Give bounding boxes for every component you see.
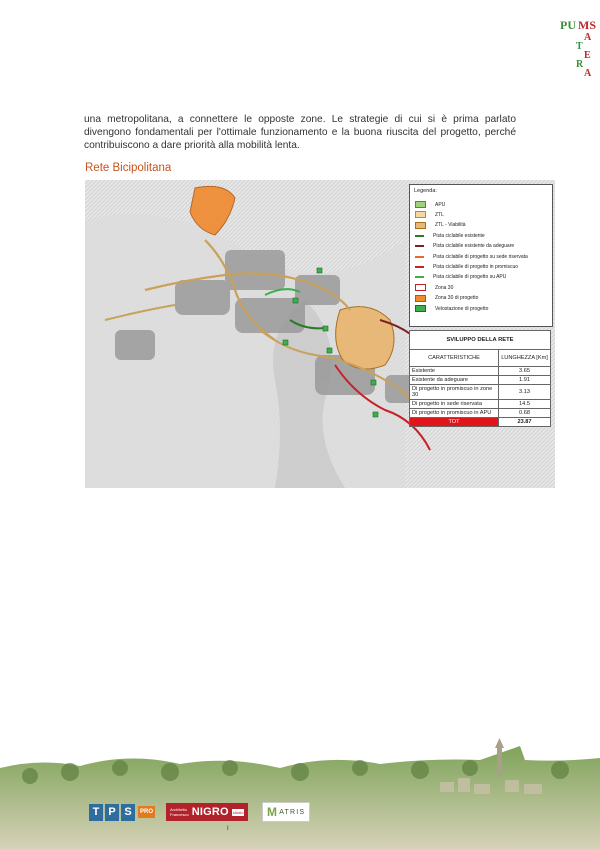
nigro-name: NIGRO [191,806,229,818]
table-title: SVILUPPO DELLA RETE [410,331,551,350]
legend-item [415,274,506,281]
table-total-row [410,418,551,427]
footer-landscape [0,738,600,849]
table-row [410,409,551,418]
legend-item [415,263,518,270]
table-body [410,367,551,418]
tps-pro-logo [89,802,155,822]
legend-area-swatch [415,201,426,208]
legend-item [415,211,444,218]
logo-pu-text: PU [560,18,576,32]
legend-icon-swatch [415,284,426,291]
logo-letter: A [584,32,592,43]
logo-letter: A [584,68,592,78]
map-legend [409,184,553,327]
table-row [410,367,551,376]
legend-label: Pista ciclabile di progetto su APU [433,274,507,281]
legend-area-swatch [415,211,426,218]
tps-letter: P [105,804,119,821]
row-value: 14.5 [499,400,551,409]
column-header-length: LUNGHEZZA [Km] [499,350,551,367]
legend-line-swatch [415,266,424,268]
row-value: 1.91 [499,376,551,385]
legend-label: Zona 30 [435,284,454,291]
row-label: Di progetto in promiscuo in zone 30 [410,385,499,400]
matris-m-icon: M [267,805,279,819]
legend-area-swatch [415,222,426,229]
legend-icon-swatch [415,305,426,312]
pums-logo-graphic [558,14,598,78]
logo-ms-text: MS [578,18,596,32]
row-label: Esistente da adeguare [410,376,499,385]
section-title: Rete Bicipolitana [85,162,172,174]
total-label: TOT [410,418,499,427]
table-title-row [410,331,551,350]
body-paragraph: una metropolitana, a connettere le opposte zone. Le strategie di cui si è prima parlato divengono fondamentali per l'ottimale funzionamento e la buona riuscita del progetto, perché contribuiscono a dare priorità alla mobilità lenta. [84,114,516,151]
legend-label: Pista ciclabile di progetto su sede riservata [433,253,528,260]
legend-line-swatch [415,245,424,247]
legend-label: ZTL [435,211,444,218]
logo-letter: T [576,41,583,52]
legend-item [415,201,445,208]
legend-label: APU [435,201,446,208]
logo-letter: E [584,50,591,61]
legend-item [415,243,514,250]
legend-item [415,295,478,302]
tps-pro-tag: PRO [138,806,155,818]
matris-logo [262,802,310,822]
legend-item [415,232,485,239]
tps-letters [89,804,137,821]
legend-label: Pista ciclabile di progetto in promiscuo [433,263,519,270]
network-development-table [409,330,551,427]
legend-label: Zona 30 di progetto [435,295,479,302]
bicycle-network-map [85,180,555,488]
row-value: 3.13 [499,385,551,400]
tps-letter: S [121,804,135,821]
table-row [410,376,551,385]
nigro-small-line-2: Francesco [170,812,189,817]
legend-item [415,253,528,260]
logo-matera-letters [576,32,592,78]
row-value: 3.65 [499,367,551,376]
legend-line-swatch [415,256,424,258]
row-label: Di progetto in promiscuo in APU [410,409,499,418]
footer-city-illustration [0,738,600,849]
total-value: 23.87 [499,418,551,427]
matris-badge [262,802,310,822]
column-header-characteristics: CARATTERISTICHE [410,350,499,367]
nigro-tag: studio [232,809,244,815]
legend-item [415,305,488,312]
legend-line-swatch [415,235,424,237]
legend-area-swatch [415,295,426,302]
page-number: I [227,826,229,832]
legend-label: Pista ciclabile esistente da adeguare [433,243,515,250]
nigro-small-text [170,807,189,817]
nigro-logo [166,802,248,822]
matris-text: ATRIS [279,808,306,816]
legend-item [415,222,466,229]
legend-label: Velostazione di progetto [435,305,489,312]
row-label: Esistente [410,367,499,376]
legend-line-swatch [415,276,424,278]
legend-label: ZTL - Viabilità [435,222,466,229]
pums-matera-logo [558,14,598,78]
nigro-badge [166,803,248,821]
table-header-row [410,350,551,367]
tps-letter: T [89,804,103,821]
logo-letter: R [576,59,584,70]
legend-title: Legenda: [414,188,437,194]
row-label: Di progetto in sede riservata [410,400,499,409]
table-row [410,385,551,400]
nigro-small-line-1: Architetto [170,807,187,812]
row-value: 0.68 [499,409,551,418]
legend-label: Pista ciclabile esistente [433,232,485,239]
legend-item [415,284,453,291]
table-row [410,400,551,409]
